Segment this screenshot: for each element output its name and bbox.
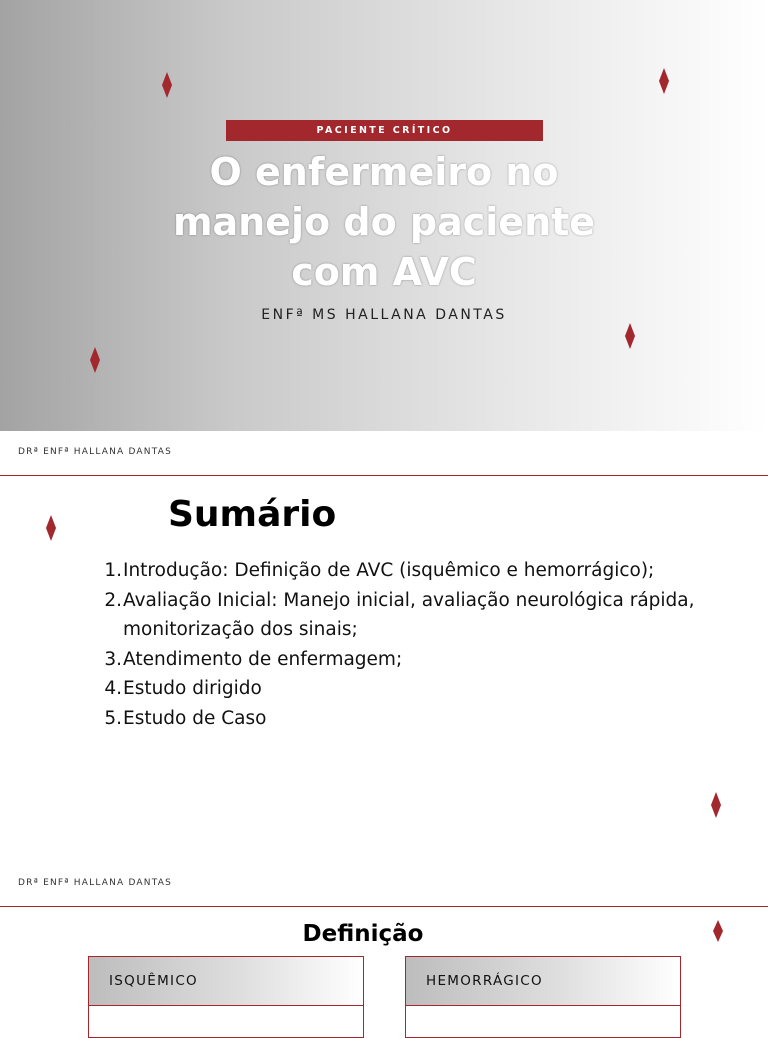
diamond-icon [713,920,723,938]
diamond-icon [625,323,635,341]
list-item [100,586,720,645]
list-text: Estudo de Caso [123,707,267,729]
list-item [100,674,720,704]
title-slide [0,0,768,431]
summary-heading: Sumário [168,494,337,535]
category-banner: PACIENTE CRÍTICO [226,120,543,141]
list-text: Atendimento de enfermagem; [123,648,403,670]
title-line: com AVC [291,250,477,294]
slide-title [120,147,648,297]
card-header: HEMORRÁGICO [406,957,680,1006]
list-number: 3. [104,648,122,670]
list-number: 2. [104,589,122,611]
footer-label: DRª ENFª HALLANA DANTAS [18,447,172,457]
card-ischemic [88,956,364,1038]
list-item [100,704,720,734]
title-line: O enfermeiro no [209,150,559,194]
diamond-icon [90,347,100,365]
list-number: 5. [104,707,122,729]
list-text: Estudo dirigido [123,678,262,699]
card-hemorrhagic [405,956,681,1038]
diamond-icon [711,792,721,810]
footer-label: DRª ENFª HALLANA DANTAS [18,878,172,888]
list-number: 4. [104,678,122,699]
summary-list [100,556,720,733]
diamond-icon [659,68,669,86]
definition-heading: Definição [302,921,424,947]
list-item [100,645,720,675]
list-number: 1. [104,560,122,581]
author-subtitle: ENFª MS HALLANA DANTAS [261,307,507,323]
diamond-icon [46,515,56,533]
list-item [100,556,720,586]
slide-divider [0,475,768,476]
card-header: ISQUÊMICO [89,957,363,1006]
list-text: Introdução: Definição de AVC (isquêmico e hemorrágico); [123,560,655,581]
list-text: Avaliação Inicial: Manejo inicial, avaliação neurológica rápida, monitorização dos sinais; [123,589,695,640]
diamond-icon [162,72,172,90]
title-line: manejo do paciente [172,200,596,244]
slide-divider [0,906,768,907]
